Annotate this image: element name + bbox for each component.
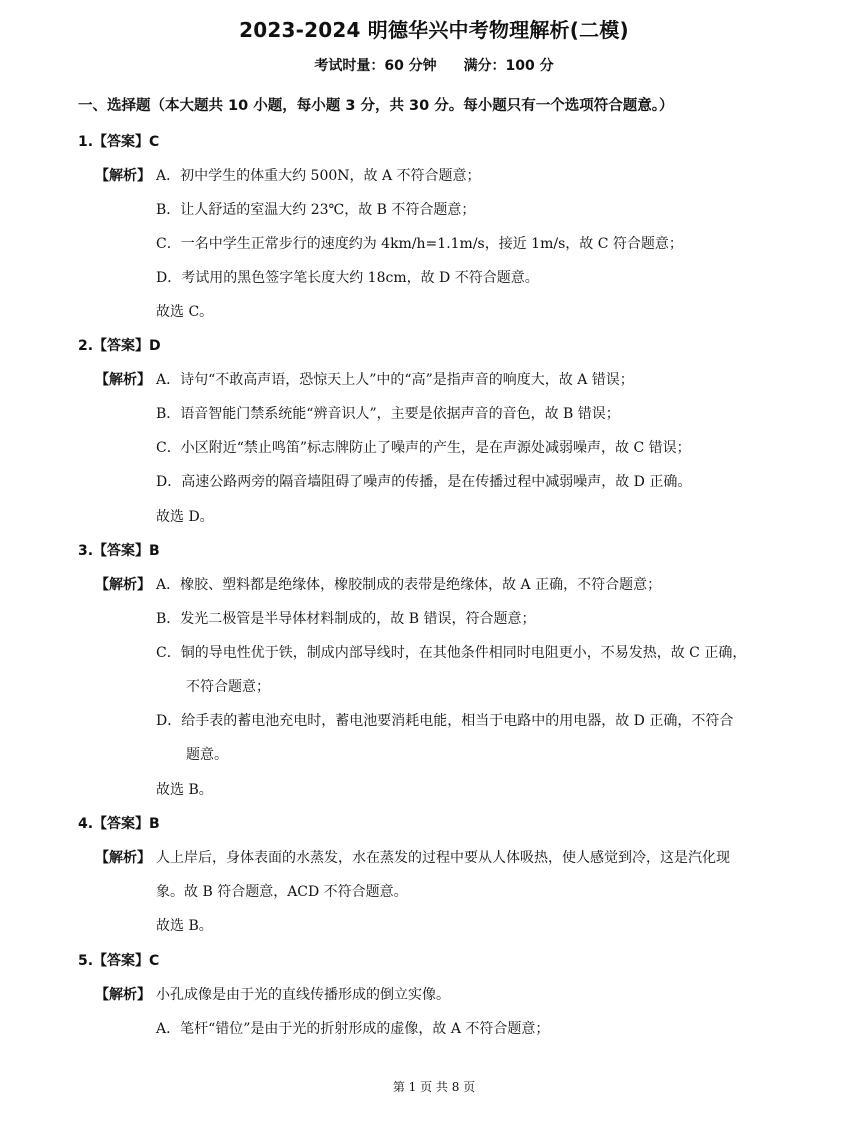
- page-number: 第 1 页 共 8 页: [392, 1080, 476, 1094]
- analysis-line: A．诗句“不敢高声语，恐惊天上人”中的“高”是指声音的响度大，故 A 错误；: [156, 372, 634, 388]
- answer-line-q1: 1.【答案】C: [78, 134, 160, 150]
- conclusion-line: 故选 D。: [156, 509, 214, 525]
- analysis-line-continued: 不符合题意；: [186, 679, 270, 695]
- exam-duration: 考试时量：60 分钟: [314, 58, 437, 74]
- analysis-line: A．初中学生的体重大约 500N，故 A 不符合题意；: [156, 168, 481, 184]
- answer-line-q2: 2.【答案】D: [78, 338, 161, 354]
- answer-line-q3: 3.【答案】B: [78, 543, 160, 559]
- analysis-line: B．发光二极管是半导体材料制成的，故 B 错误，符合题意；: [156, 611, 536, 627]
- analysis-line: A．橡胶、塑料都是绝缘体，橡胶制成的表带是绝缘体，故 A 正确，不符合题意；: [156, 577, 662, 593]
- analysis-line: C．铜的导电性优于铁，制成内部导线时，在其他条件相同时电阻更小，不易发热，故 C 正确，: [156, 645, 747, 661]
- analysis-line: B．语音智能门禁系统能“辨音识人”，主要是依据声音的音色，故 B 错误；: [156, 406, 620, 422]
- analysis-line: A．笔杆“错位”是由于光的折射形成的虚像，故 A 不符合题意；: [156, 1021, 550, 1037]
- analysis-label-q3: 【解析】: [95, 577, 151, 593]
- analysis-line: 小孔成像是由于光的直线传播形成的倒立实像。: [156, 987, 450, 1003]
- analysis-line: C．一名中学生正常步行的速度约为 4km/h=1.1m/s，接近 1m/s，故 C 符合题意；: [156, 236, 683, 252]
- analysis-line: C．小区附近“禁止鸣笛”标志牌防止了噪声的产生，是在声源处减弱噪声，故 C 错误；: [156, 440, 691, 456]
- analysis-line: D．给手表的蓄电池充电时，蓄电池要消耗电能，相当于电路中的用电器，故 D 正确，不符合: [156, 713, 734, 729]
- answer-line-q4: 4.【答案】B: [78, 816, 160, 832]
- analysis-line-continued: 象。故 B 符合题意，ACD 不符合题意。: [156, 884, 408, 900]
- conclusion-line: 故选 C。: [156, 304, 214, 320]
- analysis-label-q1: 【解析】: [95, 168, 151, 184]
- conclusion-line: 故选 B。: [156, 782, 213, 798]
- answer-line-q5: 5.【答案】C: [78, 953, 160, 969]
- analysis-label-q2: 【解析】: [95, 372, 151, 388]
- analysis-label-q5: 【解析】: [95, 987, 151, 1003]
- analysis-line: B．让人舒适的室温大约 23℃，故 B 不符合题意；: [156, 202, 476, 218]
- section-heading: 一、选择题（本大题共 10 小题，每小题 3 分，共 30 分。每小题只有一个选项符合题意。）: [78, 98, 674, 114]
- analysis-line: 人上岸后，身体表面的水蒸发，水在蒸发的过程中要从人体吸热，使人感觉到冷，这是汽化现: [156, 850, 730, 866]
- analysis-line: D．考试用的黑色签字笔长度大约 18cm，故 D 不符合题意。: [156, 270, 539, 286]
- analysis-label-q4: 【解析】: [95, 850, 151, 866]
- exam-meta: [0, 55, 868, 75]
- exam-total-score: 满分：100 分: [463, 58, 554, 74]
- page-title: 2023-2024 明德华兴中考物理解析(二模): [239, 18, 629, 42]
- conclusion-line: 故选 B。: [156, 918, 213, 934]
- analysis-line: D．高速公路两旁的隔音墙阻碍了噪声的传播，是在传播过程中减弱噪声，故 D 正确。: [156, 474, 692, 490]
- analysis-line-continued: 题意。: [186, 747, 228, 763]
